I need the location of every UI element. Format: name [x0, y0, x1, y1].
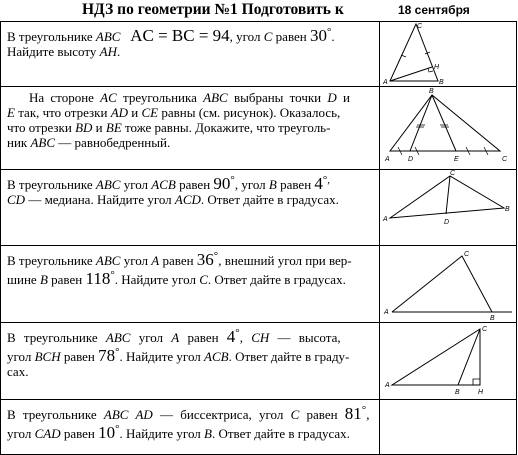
svg-text:B: B	[505, 206, 510, 213]
task-row-5	[1, 323, 517, 400]
task-text-6: В треугольнике ABC AD — биссектриса, угол C равен 81°, угол CAD равен 10°. Найдите угол B. Ответ дайте в градусах.	[1, 400, 380, 455]
task-row-3	[1, 170, 517, 246]
svg-text:C: C	[482, 326, 488, 333]
svg-text:B: B	[455, 389, 460, 396]
task-figure-2	[380, 87, 517, 170]
task-row-1	[1, 22, 517, 87]
task-figure-4	[380, 246, 517, 323]
svg-text:C: C	[417, 23, 423, 30]
task-text-5: В треугольнике ABC угол A равен 4°, CH — высота, угол BCH равен 78°. Найдите угол ACB. Ответ дайте в граду- сах.	[1, 323, 380, 400]
svg-text:A: A	[385, 156, 390, 163]
page-title: НДЗ по геометрии №1 Подготовить к	[82, 1, 344, 18]
triangle-figure-5	[380, 323, 516, 399]
svg-text:A: A	[383, 216, 388, 223]
due-date: 18 сентября	[398, 3, 470, 17]
triangle-figure-4	[380, 246, 516, 322]
task-text-4: В треугольнике ABC угол A равен 36°, внешний угол при вер- шине B равен 118°. Найдите угол C. Ответ дайте в градусах.	[1, 246, 380, 323]
svg-text:C: C	[502, 156, 508, 163]
task-row-6	[1, 400, 517, 455]
svg-text:B: B	[490, 315, 495, 322]
svg-text:C: C	[464, 251, 470, 258]
task-row-4	[1, 246, 517, 323]
svg-text:B: B	[429, 88, 434, 95]
task-text-3: В треугольнике ABC угол ACB равен 90°, угол B равен 4°, CD — медиана. Найдите угол ACD. Ответ дайте в градусах.	[1, 170, 380, 246]
triangle-figure-3	[380, 170, 516, 245]
task-figure-3	[380, 170, 517, 246]
svg-text:B: B	[439, 79, 444, 86]
triangle-figure-1	[380, 22, 516, 86]
header	[0, 0, 518, 22]
svg-text:C: C	[450, 170, 456, 177]
svg-text:D: D	[408, 156, 414, 163]
svg-text:E: E	[454, 156, 459, 163]
task-text-2: На стороне AC треугольника ABC выбраны точки D и E так, что отрезки AD и CE равны (см. рисунок). Оказалось, что отрезки BD и BE тоже равны. Докажите, что треуголь- ник ABC — равнобедренный.	[1, 87, 380, 170]
task-row-2	[1, 87, 517, 170]
svg-text:D: D	[444, 219, 450, 226]
svg-text:A: A	[383, 79, 388, 86]
task-text-1: В треугольнике ABC AC = BC = 94, угол C равен 30°. Найдите высоту AH.	[1, 22, 380, 87]
svg-text:H: H	[478, 389, 484, 396]
task-figure-1	[380, 22, 517, 87]
svg-text:A: A	[385, 382, 390, 389]
task-figure-6-empty	[380, 400, 517, 455]
svg-text:H: H	[434, 64, 440, 71]
task-figure-5	[380, 323, 517, 400]
triangle-figure-2	[380, 87, 516, 169]
tasks-table	[0, 21, 517, 455]
svg-text:A: A	[384, 309, 389, 316]
